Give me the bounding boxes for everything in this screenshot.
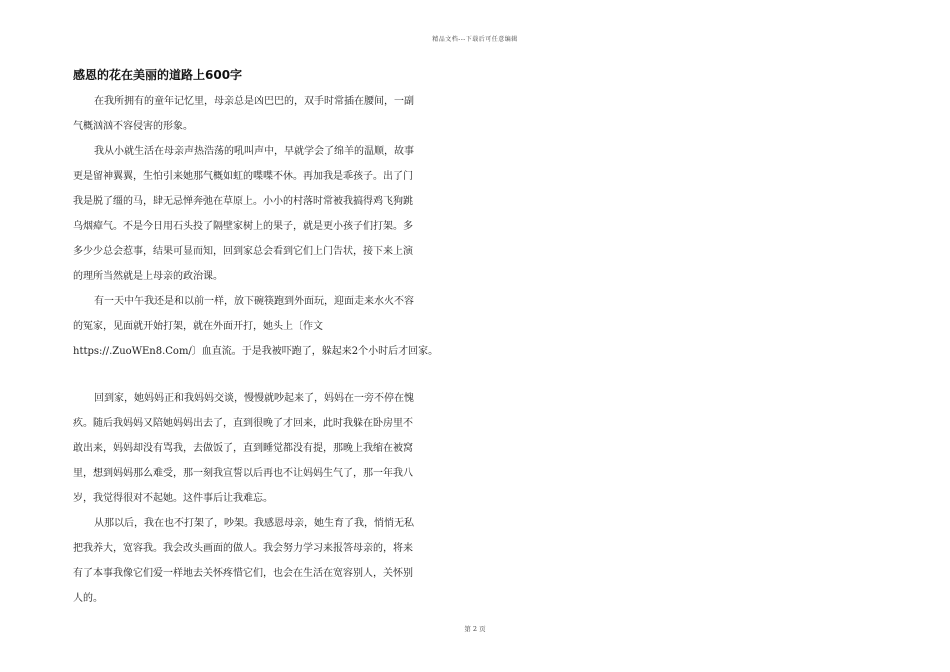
paragraph-line: 更是留神翼翼，生怕引来她那气概如虹的喋喋不休。再加我是乖孩子。出了门 [73,171,413,182]
paragraph-line: 多少少总会惹事，结果可显而知，回到家总会看到它们上门告状，接下来上演 [73,246,413,257]
paragraph-line: 把我养大，宽容我。我会改头画面的做人。我会努力学习来报答母亲的，将来 [73,543,413,554]
page-header: 精品文档---下载后可任意编辑 [432,36,518,43]
paragraph-line: 敢出来，妈妈却没有骂我，去做饭了，直到睡觉都没有提，那晚上我缩在被窝 [73,443,413,454]
paragraph-line: 乌烟瘴气。不是今日用石头投了隔壁家树上的果子，就是更小孩子们打架。多 [73,221,413,232]
paragraph-line: https://.ZuoWEn8.Com/〕血直流。于是我被吓跑了，躲起来2个小时后才回家。 [73,346,439,357]
paragraph-line: 里，想到妈妈那么难受，那一刻我宣誓以后再也不让妈妈生气了，那一年我八 [73,468,413,479]
paragraph-line: 有一天中午我还是和以前一样，放下碗筷跑到外面玩，迎面走来水火不容 [94,296,414,307]
paragraph-line: 岁，我觉得很对不起她。这件事后让我难忘。 [73,493,273,504]
paragraph-line: 气概汹汹不容侵害的形象。 [73,121,193,132]
paragraph-line: 的理所当然就是上母亲的政治课。 [73,271,223,282]
paragraph-line: 在我所拥有的童年记忆里，母亲总是凶巴巴的，双手时常插在腰间，一副 [94,96,414,107]
paragraph-line: 人的。 [73,593,103,604]
paragraph-line: 有了本事我像它们爱一样地去关怀疼惜它们，也会在生活在宽容别人，关怀别 [73,568,413,579]
paragraph-line: 我是脱了缰的马，肆无忌惮奔弛在草原上。小小的村落时常被我搞得鸡飞狗跳 [73,196,413,207]
document-title: 感恩的花在美丽的道路上600字 [73,68,243,82]
article-body-part-1 [73,89,473,364]
article-body-part-2 [73,386,473,611]
paragraph-line: 回到家，她妈妈正和我妈妈交谈，慢慢就吵起来了，妈妈在一旁不停在愧 [94,393,414,404]
paragraph-line: 疚。随后我妈妈又陪她妈妈出去了，直到很晚了才回来，此时我躲在卧房里不 [73,418,413,429]
page-number: 第 2 页 [464,625,486,633]
paragraph-line: 从那以后，我在也不打架了，吵架。我感恩母亲，她生育了我，悄悄无私 [94,518,414,529]
paragraph-line: 的冤家，见面就开始打架，就在外面开打，她头上〔作文 [73,321,323,332]
paragraph-line: 我从小就生活在母亲声热浩荡的吼叫声中，早就学会了绵羊的温顺，故事 [94,146,414,157]
